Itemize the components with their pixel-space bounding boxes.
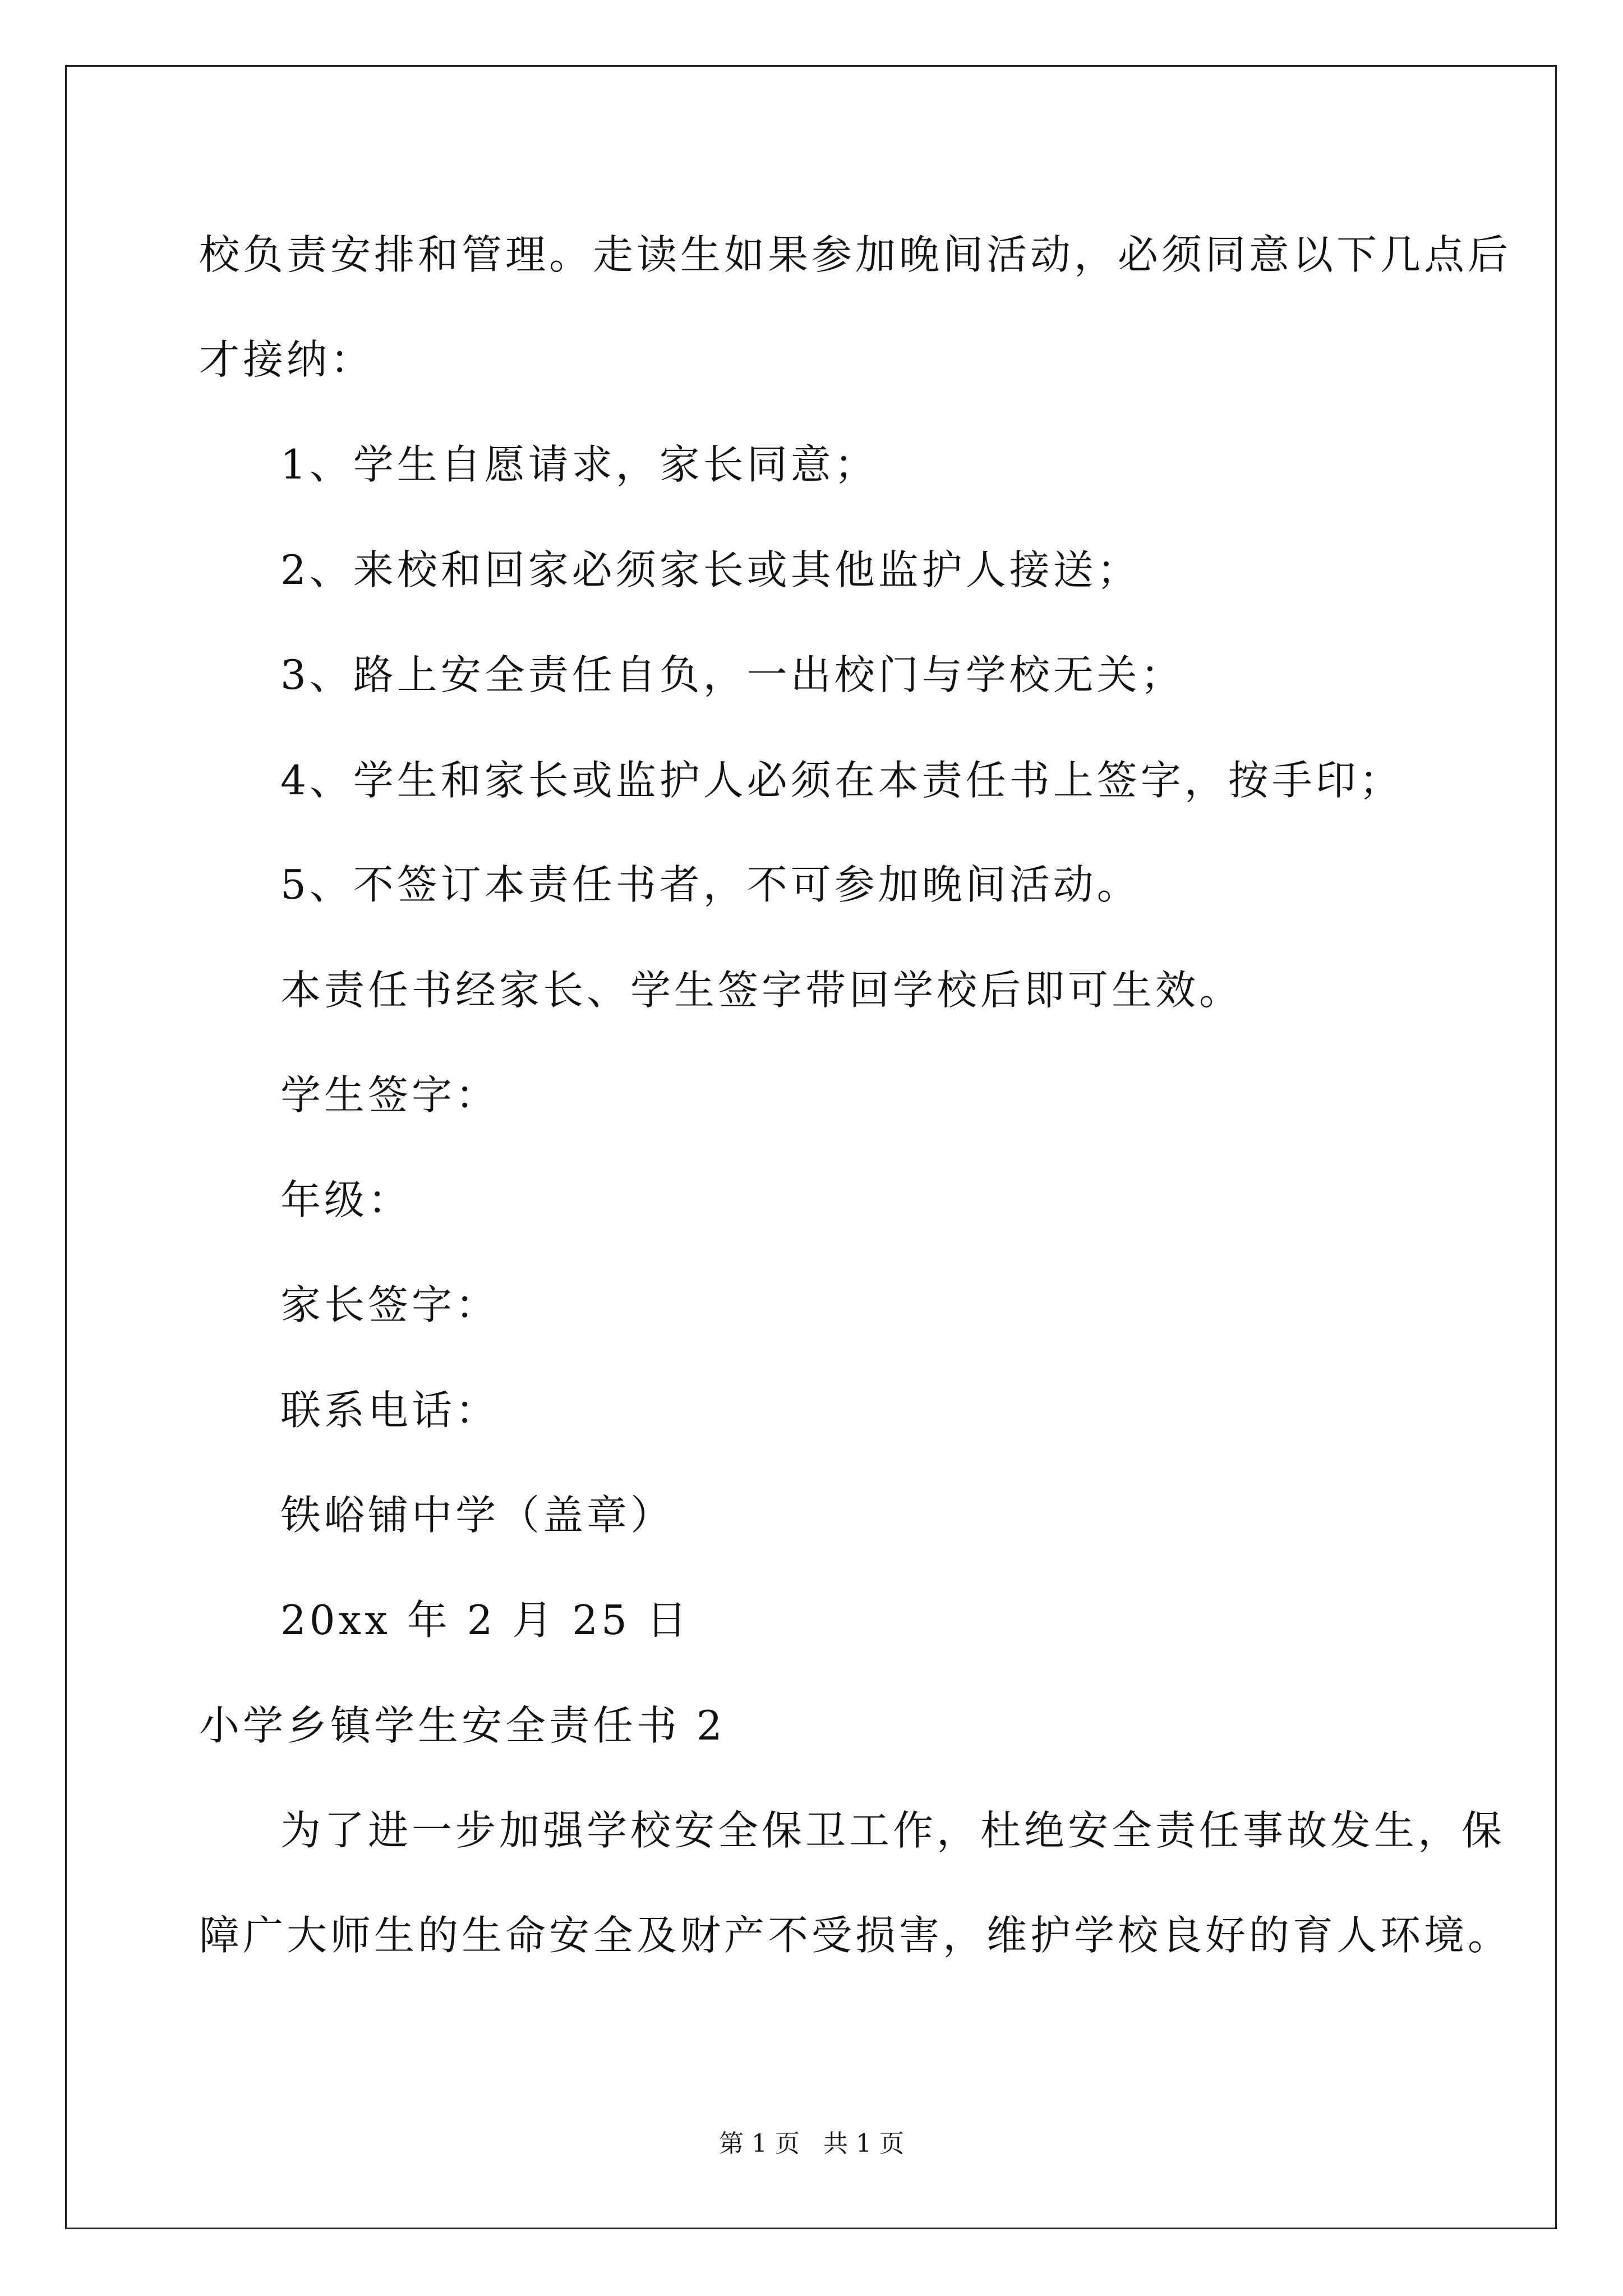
list-item-3: 3、路上安全责任自负，一出校门与学校无关；: [280, 651, 1184, 698]
parent-signature-label: 家长签字：: [280, 1281, 500, 1328]
grade-label: 年级：: [280, 1176, 412, 1223]
page-border: [65, 65, 1557, 2229]
intro-paragraph-line-1: 为了进一步加强学校安全保卫工作，杜绝安全责任事故发生，保: [280, 1807, 1506, 1854]
school-seal-line: 铁峪铺中学（盖章）: [280, 1492, 675, 1539]
effective-statement: 本责任书经家长、学生签字带回学校后即可生效。: [280, 967, 1243, 1014]
student-signature-label: 学生签字：: [280, 1071, 500, 1119]
paragraph-line-2: 才接纳：: [199, 336, 375, 383]
section-title: 小学乡镇学生安全责任书 2: [199, 1702, 726, 1749]
list-item-1: 1、学生自愿请求，家长同意；: [280, 441, 878, 488]
page-footer: 第 1 页 共 1 页: [719, 2129, 904, 2158]
list-item-2: 2、来校和回家必须家长或其他监护人接送；: [280, 546, 1141, 593]
date-line: 20xx 年 2 月 25 日: [280, 1596, 690, 1644]
list-item-5: 5、不签订本责任书者，不可参加晚间活动。: [280, 861, 1141, 908]
paragraph-line-1: 校负责安排和管理。走读生如果参加晚间活动，必须同意以下几点后: [199, 231, 1512, 278]
phone-label: 联系电话：: [280, 1387, 500, 1434]
list-item-4: 4、学生和家长或监护人必须在本责任书上签字，按手印；: [280, 757, 1403, 804]
intro-paragraph-line-2: 障广大师生的生命安全及财产不受损害，维护学校良好的育人环境。: [199, 1912, 1512, 1959]
